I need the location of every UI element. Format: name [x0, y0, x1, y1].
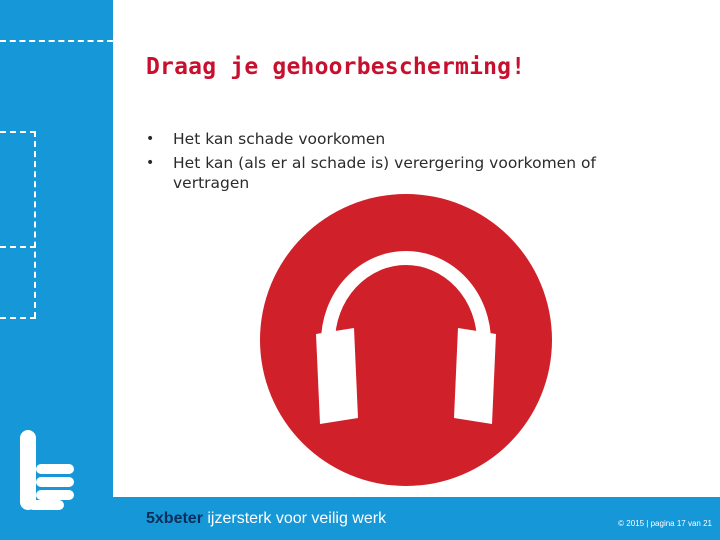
- bullet-text: Het kan schade voorkomen: [173, 130, 386, 148]
- page-footer-note: © 2015 | pagina 17 van 21: [618, 519, 712, 528]
- list-item: [146, 129, 636, 149]
- dashed-line: [0, 131, 36, 133]
- bullet-list: [146, 129, 636, 197]
- bullet-marker: •: [146, 155, 155, 171]
- list-item: [146, 153, 636, 193]
- headphones-icon: [258, 192, 554, 488]
- dashed-line: [0, 40, 113, 42]
- dashed-line: [0, 246, 36, 248]
- slide-title: Draag je gehoorbescherming!: [146, 54, 526, 80]
- brand-name: 5xbeter: [146, 510, 203, 527]
- brand-slogan: ijzersterk voor veilig werk: [202, 510, 387, 527]
- dashed-line: [0, 317, 36, 319]
- dashed-line: [34, 131, 36, 318]
- bullet-marker: •: [146, 131, 155, 147]
- company-logo-icon: [18, 430, 76, 510]
- brand-tagline: [146, 510, 386, 528]
- bullet-text: Het kan (als er al schade is) verergering voorkomen of vertragen: [173, 154, 596, 192]
